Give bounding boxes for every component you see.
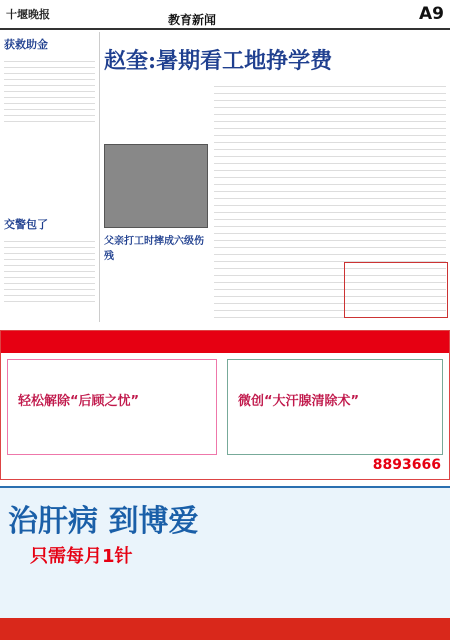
left-column bbox=[0, 32, 100, 322]
main-article bbox=[104, 32, 448, 322]
clinic-ad-card bbox=[227, 359, 443, 455]
clinic-advertisement bbox=[0, 330, 450, 480]
hepatitis-advertisement bbox=[0, 486, 450, 640]
page-header bbox=[0, 0, 450, 30]
clinic-ad-card-title: 微创“大汗腺清除术” bbox=[238, 394, 360, 409]
left-article-headline: 获救助金 bbox=[4, 38, 48, 51]
article-subhead: 父亲打工时摔成六级伤残 bbox=[104, 236, 204, 262]
page-number: A9 bbox=[419, 4, 444, 24]
newspaper-logo: 十堰晚报 bbox=[6, 8, 50, 21]
clinic-ad-card-title: 轻松解除“后顾之忧” bbox=[18, 394, 140, 409]
left-article-headline: 交警包了 bbox=[4, 218, 48, 231]
hepatitis-ad-footer bbox=[0, 618, 450, 640]
article-photo bbox=[104, 144, 208, 228]
clinic-ad-phone: 8893666 bbox=[372, 457, 441, 473]
left-article-body bbox=[4, 236, 95, 306]
article-headline: 赵奎:暑期看工地挣学费 bbox=[104, 48, 333, 74]
clinic-ad-banner bbox=[1, 331, 449, 353]
clinic-ad-card bbox=[7, 359, 217, 455]
hepatitis-ad-headline: 治肝病 到博爱 bbox=[8, 504, 199, 539]
hepatitis-ad-subhead: 只需每月1针 bbox=[30, 546, 133, 567]
article-kicker bbox=[104, 32, 448, 44]
side-advertisement bbox=[344, 262, 448, 318]
section-title: 教育新闻 bbox=[168, 13, 217, 27]
left-article-body bbox=[4, 56, 95, 126]
